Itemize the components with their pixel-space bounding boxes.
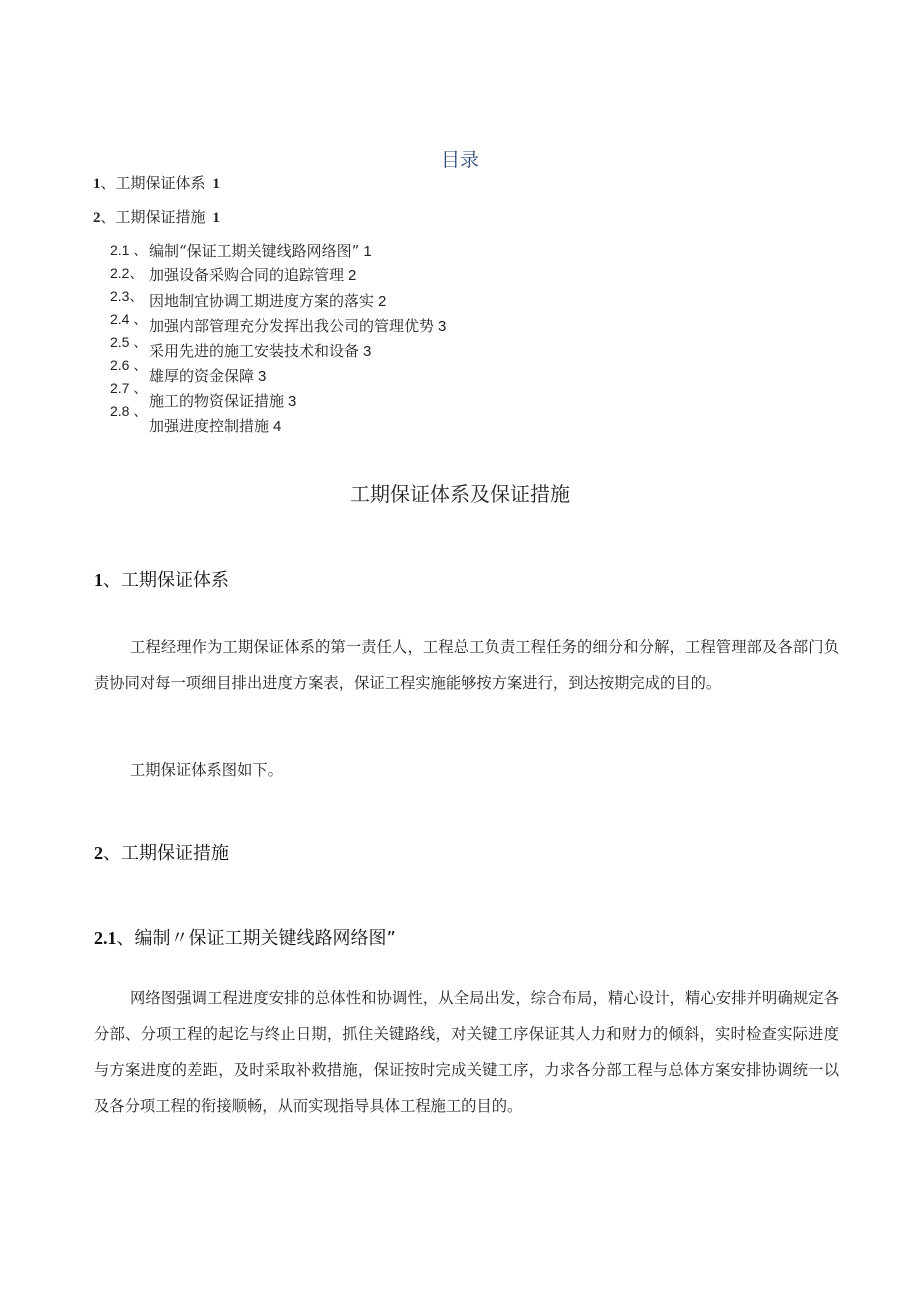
toc-title: 目录 bbox=[440, 149, 479, 171]
section-number: 2.1 bbox=[94, 928, 117, 948]
section-1-heading bbox=[94, 566, 229, 592]
toc-subentry-2-6[interactable] bbox=[149, 365, 266, 386]
toc-subentry-2-5[interactable] bbox=[149, 340, 371, 361]
toc-subentry-page: 3 bbox=[438, 318, 447, 335]
section-heading-text: 工期保证体系 bbox=[121, 570, 229, 591]
toc-subentry-page: 3 bbox=[288, 393, 297, 410]
toc-subentry-text: 加强进度控制措施 bbox=[149, 417, 270, 435]
toc-subentry-page: 2 bbox=[348, 267, 357, 284]
toc-subentry-2-4[interactable] bbox=[149, 315, 446, 336]
section-2-1-heading bbox=[94, 924, 396, 950]
toc-subentry-text: 编制“保证工期关键线路网络图” bbox=[149, 242, 360, 260]
toc-entry-1[interactable] bbox=[93, 172, 220, 193]
section-sep: 、 bbox=[116, 928, 135, 949]
toc-entry-sep: 、 bbox=[100, 174, 116, 192]
toc-entry-text: 工期保证措施 bbox=[115, 208, 206, 226]
toc-entry-page: 1 bbox=[212, 176, 220, 192]
section-heading-text: 编制〃保证工期关键线路网络图” bbox=[134, 928, 396, 949]
toc-subentry-page: 3 bbox=[258, 368, 267, 385]
toc-entry-sep: 、 bbox=[100, 208, 116, 226]
toc-subentry-text: 加强设备采购合同的追踪管理 bbox=[149, 266, 345, 284]
toc-entry-number: 1 bbox=[93, 176, 101, 192]
toc-subentry-text: 因地制宜协调工期进度方案的落实 bbox=[149, 292, 375, 310]
section-2-heading bbox=[94, 839, 229, 865]
toc-entry-page: 1 bbox=[212, 210, 220, 226]
section-1-paragraph-1: 工程经理作为工期保证体系的第一责任人，工程总工负责工程任务的细分和分解，工程管理部及各部门负责协同对每一项细目排出进度方案表，保证工程实施能够按方案进行，到达按期完成的目的。 bbox=[94, 638, 839, 692]
document-title: 工期保证体系及保证措施 bbox=[350, 482, 570, 506]
toc-entry-2[interactable] bbox=[93, 206, 220, 227]
toc-subentry-2-2[interactable] bbox=[149, 264, 356, 285]
toc-subnum-2-7: 2.7 、 bbox=[110, 380, 148, 396]
toc-subentry-page: 1 bbox=[363, 243, 372, 260]
toc-subentry-text: 采用先进的施工安装技术和设备 bbox=[149, 342, 360, 360]
toc-entry-number: 2 bbox=[93, 210, 101, 226]
toc-subnum-2-1: 2.1 、 bbox=[110, 242, 148, 258]
toc-subentry-page: 3 bbox=[363, 343, 372, 360]
toc-subentry-2-3[interactable] bbox=[149, 290, 386, 311]
toc-subentry-text: 施工的物资保证措施 bbox=[149, 392, 285, 410]
toc-subnum-2-3: 2.3、 bbox=[110, 288, 144, 304]
toc-subentry-2-1[interactable] bbox=[149, 240, 372, 261]
toc-subentry-page: 4 bbox=[273, 418, 282, 435]
toc-subentry-text: 加强内部管理充分发挥出我公司的管理优势 bbox=[149, 317, 435, 335]
section-2-1-paragraph-1: 网络图强调工程进度安排的总体性和协调性，从全局出发，综合布局，精心设计，精心安排并明确规定各分部、分项工程的起讫与终止日期，抓住关键路线，对关键工序保证其人力和财力的倾斜，实时检查实际进度与方案进度的差距，及时采取补救措施，保证按时完成关键工序，力求各分部工程与总体方案安排协调统一以及各分项工程的衔接顺畅，从而实现指导具体工程施工的目的。 bbox=[94, 989, 839, 1115]
section-number: 1 bbox=[94, 570, 103, 590]
section-1-paragraph-2: 工期保证体系图如下。 bbox=[130, 761, 283, 779]
toc-subnum-2-8: 2.8 、 bbox=[110, 403, 148, 419]
toc-entry-text: 工期保证体系 bbox=[115, 174, 206, 192]
toc-subentry-2-8[interactable] bbox=[149, 415, 281, 436]
toc-subentry-text: 雄厚的资金保障 bbox=[149, 367, 255, 385]
section-sep: 、 bbox=[103, 570, 121, 591]
section-heading-text: 工期保证措施 bbox=[121, 843, 229, 864]
toc-subentry-page: 2 bbox=[378, 293, 387, 310]
toc-subnum-2-6: 2.6 、 bbox=[110, 357, 148, 373]
toc-subnum-2-2: 2.2、 bbox=[110, 265, 144, 281]
section-number: 2 bbox=[94, 843, 103, 863]
toc-subnum-2-4: 2.4 、 bbox=[110, 311, 148, 327]
toc-subentry-2-7[interactable] bbox=[149, 390, 296, 411]
toc-subnum-2-5: 2.5 、 bbox=[110, 334, 148, 350]
section-sep: 、 bbox=[103, 843, 121, 864]
